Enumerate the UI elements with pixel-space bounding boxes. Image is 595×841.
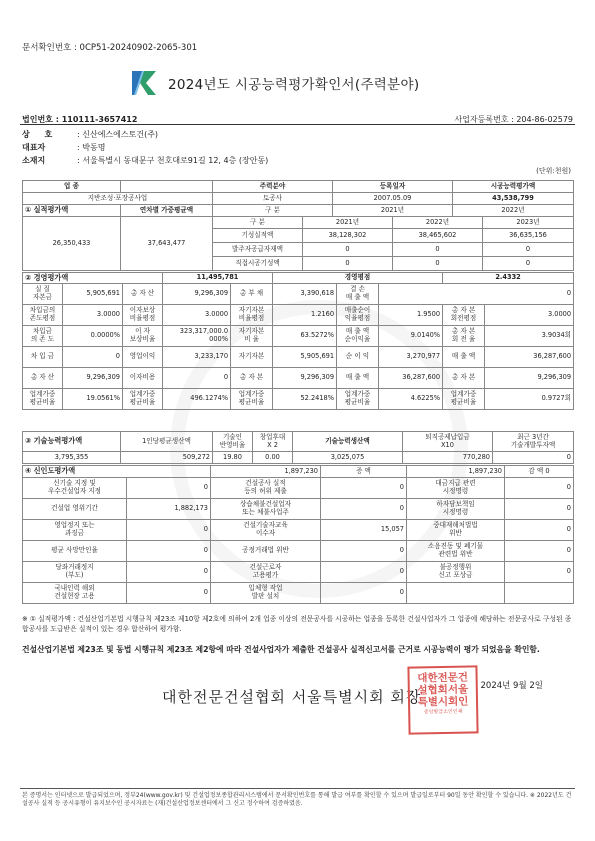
footer-text: 본 증명서는 인터넷으로 발급되었으며, 정부24(www.gov.kr) 및 건설업정보종합관리시스템에서 문서확인번호를 통해 발급 여부를 확인할 수 있으며 발급일로부터 90일 동안 확인할 수 있습니다. ※ 2022년도 건설공사 실적 등 공시유형이 유지보수인 공시자료는 (재)건설산업정보센터에서 그 신고 정수하여 검증하였음.: [22, 792, 572, 808]
corporate-number: 법인번호 : 110111-3657412: [22, 115, 138, 124]
summary-table: 업 종 주력분야 등록일자 시공능력평가액 지반조성·포장공사업 토공사 2007.05.09 43,538,799 ① 실적평가액 연차별 가중평균액 구 분 2021년 2022년: [22, 180, 574, 217]
issuer-name: 대한전문건설협회 서울특별시회 회장: [162, 688, 422, 706]
table-row: 국내인력 해외 건설현장 고용 0 입체형 작업 발판 설치 0: [23, 583, 574, 604]
footnote: ※ ① 실적평가액 : 건설산업기본법 시행규칙 제23조 제10항 제2호에 의하여 2개 업종 이상의 전문공사를 시공하는 업종을 등록한 건설사업자가 그 업종에 해당하는 전문공사로 구성된 종합공사를 도급받은 실적이 있는 경우 합산하여 평가함.: [22, 615, 572, 634]
table-row: 발주자공급자재액 0 0 0: [23, 243, 574, 257]
issue-date: 2024년 9월 2일: [480, 681, 543, 691]
tech-table: ③ 기술능력평가액 1인당평균생산액 기술인 반영비율 창업후대 X 2 기술능력생산액 퇴직공제납입금 X10 최근 3년간 기술개발투자액 3,795,355 509,272 19.80 0.00 3,025,075 770,280 0: [22, 431, 574, 464]
document-number: 문서확인번호 : 0CP51-20240902-2065-301: [22, 43, 198, 53]
table-row: 평균 사망만인율 0 공정거래법 위반 0 소음진동 및 폐기물 관련법 위반 0: [23, 541, 574, 562]
address-row: 소재지 : 서울특별시 동대문구 천호대로91길 12, 4층 (장안동): [22, 156, 269, 165]
divider: [20, 124, 575, 125]
table-row: 실 질 자본금 5,905,691 총 자 산 9,296,309 총 부 채 3,390,618 결 손 매 출 액 0: [23, 284, 574, 305]
table-row: 직접시공기성액 0 0 0: [23, 257, 574, 271]
confirmation-statement: 건설산업기본법 제23조 및 동법 시행규칙 제23조 제2항에 따라 건설사업자가 제출한 건설공사 실적신고서를 근거로 시공능력이 평가 되었음을 확인함.: [22, 645, 540, 654]
table-row: 신기술 지정 및 우수건설업자 지정 0 건설공사 실적 등의 허위 제출 0 대금지급 관련 시정명령 0: [23, 478, 574, 499]
table-row: 차 입 금 0 영업이익 3,233,170 자기자본 5,905,691 순 이 익 3,270,977 매 출 액 36,287,600: [23, 347, 574, 368]
management-table: ② 경영평가액 11,495,781 경영평점 2.4332 실 질 자본금 5,905,691 총 자 산 9,296,309 총 부 채 3,390,618 결 손 매 출 액 0 차입금의 존도평점 3.0000 이자보상 비율평점 3.0000 자기자본 비율평점 1.2160 매출순이 익율평점 1.9500 총 자 본 회전평점 3.0000 차입금 의 존 도 0.0000% 이 자 보상비율 323,317,000.0 000% 자기자본 비 율 63.5272% 매 출 액 순이익율 9.0140% 총 자 본 회 전 율 3.9034회 차 입 금 0 영업이익 3,233,170 자기자본 5,905,691 순 이 익 3,270,977 매 출 액 36,287,600 총 자 산 9,296,309 이자비용 0 총 자 본 9,296,309 매 출 액 36,287,600 총 자 본 9,296,309 업계가중 평균비율 19.0561% 업계가중 평균비율 496.1274% 업계가중 평균비율 52.2418% 업계가중 평균비율 4.6225% 업계가중 평균비율 0.9727회: [22, 272, 574, 410]
business-number: 사업자등록번호 : 204-86-02579: [454, 115, 573, 124]
credit-table: ④ 신인도평가액 1,897,230 증 액 1,897,230 감 액 0 신기술 지정 및 우수건설업자 지정 0 건설공사 실적 등의 허위 제출 0 대금지급 관련 시정명령 0 건설업 영위기간 1,882,173 상습체불건설업자 또는 체불사업주 0 하자담보책임 시정명령 0 영업정지 또는 과징금 0 건설기술자교육 이수자 15,057 중대재해처벌법 위반 0 평균 사망만인율 0 공정거래법 위반 0 소음진동 및 폐기물 관련법 위반 0 당좌거래정지 (부도) 0 건설근로자 고용평가 0 불공정행위 신고 포상금 0 국내인력 해외 건설현장 고용 0 입체형 작업 발판 설치 0: [22, 465, 574, 604]
association-logo-icon: [128, 67, 160, 99]
table-row: 당좌거래정지 (부도) 0 건설근로자 고용평가 0 불공정행위 신고 포상금 0: [23, 562, 574, 583]
table-row: 총 자 산 9,296,309 이자비용 0 총 자 본 9,296,309 매 출 액 36,287,600 총 자 본 9,296,309: [23, 368, 574, 389]
company-name-row: 상 호 : 신산에스에스토건(주): [22, 130, 159, 139]
table-row: 차입금 의 존 도 0.0000% 이 자 보상비율 323,317,000.0 000% 자기자본 비 율 63.5272% 매 출 액 순이익율 9.0140% 총 자 본 회 전 율 3.9034회: [23, 326, 574, 347]
unit-label: (단위:천원): [536, 167, 571, 175]
table-row: 건설업 영위기간 1,882,173 상습체불건설업자 또는 체불사업주 0 하자담보책임 시정명령 0: [23, 499, 574, 520]
table-row: 차입금의 존도평점 3.0000 이자보상 비율평점 3.0000 자기자본 비율평점 1.2160 매출순이 익율평점 1.9500 총 자 본 회전평점 3.0000: [23, 305, 574, 326]
construction-table: 26,350,433 37,643,477 구 분 2021년 2022년 2023년 기성실적액 38,128,302 38,465,602 36,635,156 발주자공급자재액 0 0 0 직접시공기성액 0 0 0: [22, 216, 574, 271]
table-row: 기성실적액 38,128,302 38,465,602 36,635,156: [23, 229, 574, 243]
table-row: 영업정지 또는 과징금 0 건설기술자교육 이수자 15,057 중대재해처벌법 위반 0: [23, 520, 574, 541]
representative-row: 대표자 : 박동명: [22, 143, 106, 152]
footer-divider: [20, 788, 575, 789]
document-title: 2024년도 시공능력평가확인서(주력분야): [168, 77, 420, 93]
table-row: 업계가중 평균비율 19.0561% 업계가중 평균비율 496.1274% 업계가중 평균비율 52.2418% 업계가중 평균비율 4.6225% 업계가중 평균비율 0.9727회: [23, 389, 574, 410]
official-seal-icon: 대한전문건 설협회서울 특별시회인 중앙발급소인인쇄: [407, 665, 478, 734]
